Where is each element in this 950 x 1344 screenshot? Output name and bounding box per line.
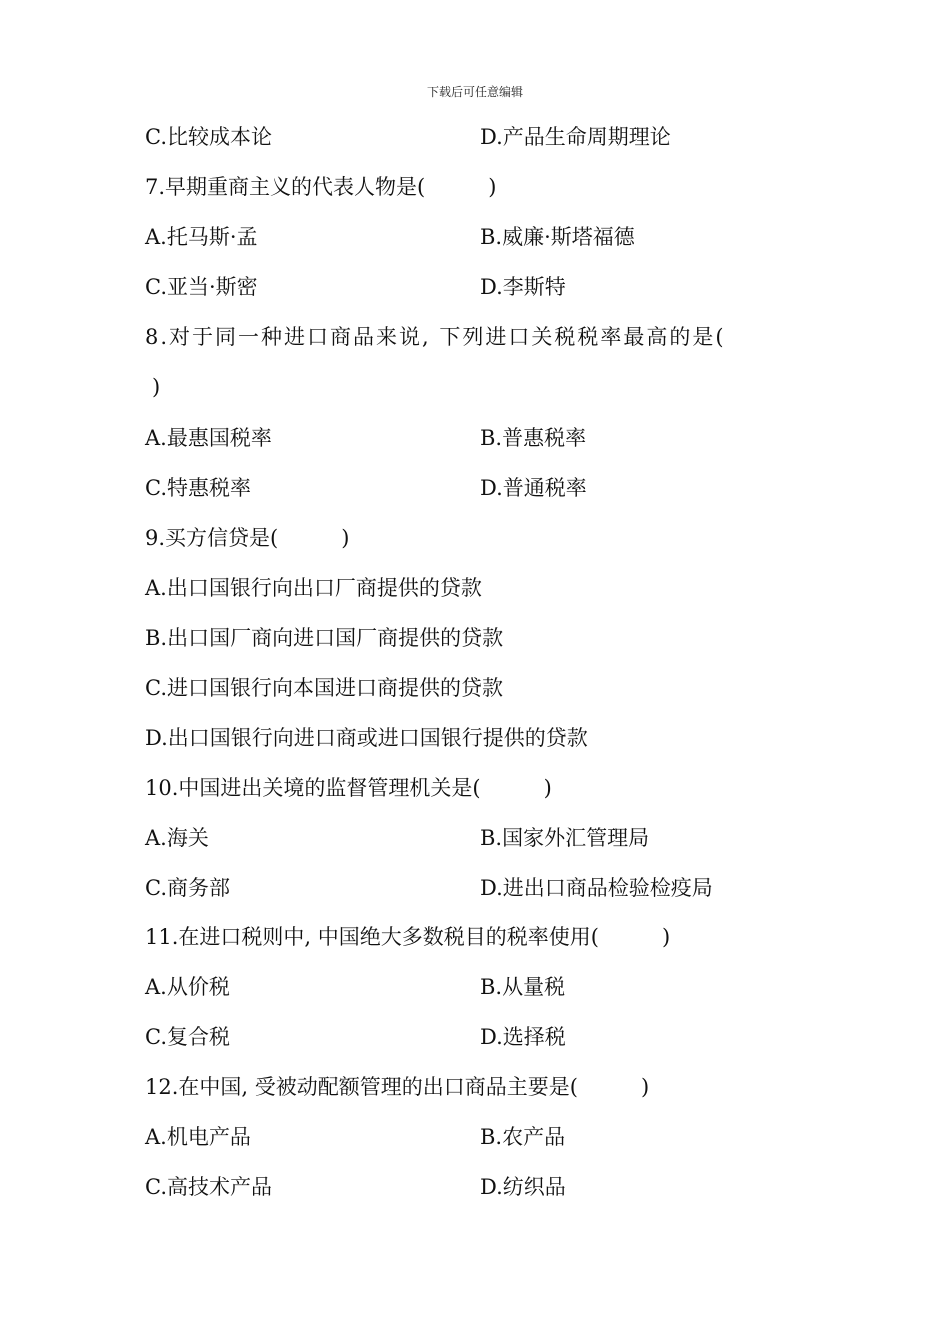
page-header: 下载后可任意编辑	[426, 85, 523, 99]
options-row-q7-cd	[145, 272, 805, 302]
option-q10-d: D.进出口商品检验检疫局	[480, 876, 713, 900]
option-q12-c: C.高技术产品	[145, 1175, 272, 1199]
option-q12-a: A.机电产品	[145, 1125, 251, 1149]
option-q7-d: D.李斯特	[480, 275, 566, 299]
options-row-q6-cd	[145, 122, 805, 152]
option-q10-a: A.海关	[145, 826, 209, 850]
option-q11-a: A.从价税	[145, 975, 230, 999]
question-10-stem: 10.中国进出关境的监督管理机关是( )	[145, 776, 552, 800]
option-q8-c: C.特惠税率	[145, 476, 251, 500]
question-12-stem: 12.在中国, 受被动配额管理的出口商品主要是( )	[145, 1075, 650, 1099]
options-row-q11-cd	[145, 1022, 805, 1052]
option-q10-c: C.商务部	[145, 876, 230, 900]
options-row-q10-ab	[145, 823, 805, 853]
option-q11-c: C.复合税	[145, 1025, 230, 1049]
options-row-q8-ab	[145, 423, 805, 453]
option-q11-d: D.选择税	[480, 1025, 566, 1049]
option-q9-d: D.出口国银行向进口商或进口国银行提供的贷款	[145, 726, 588, 750]
options-row-q10-cd	[145, 873, 805, 903]
option-q7-c: C.亚当·斯密	[145, 275, 258, 299]
question-8-stem-line2: )	[152, 375, 161, 399]
options-row-q7-ab	[145, 222, 805, 252]
options-row-q12-ab	[145, 1122, 805, 1152]
options-row-q11-ab	[145, 972, 805, 1002]
option-q8-d: D.普通税率	[480, 476, 587, 500]
option-q10-b: B.国家外汇管理局	[480, 826, 650, 850]
option-q12-b: B.农产品	[480, 1125, 566, 1149]
option-q9-c: C.进口国银行向本国进口商提供的贷款	[145, 676, 503, 700]
option-q9-b: B.出口国厂商向进口国厂商提供的贷款	[145, 626, 504, 650]
option-q6-c: C.比较成本论	[145, 125, 272, 149]
option-q6-d: D.产品生命周期理论	[480, 125, 671, 149]
option-q12-d: D.纺织品	[480, 1175, 566, 1199]
option-q11-b: B.从量税	[480, 975, 566, 999]
option-q7-a: A.托马斯·孟	[145, 225, 258, 249]
question-8-stem-line1: 8.对于同一种进口商品来说, 下列进口关税税率最高的是(	[145, 325, 726, 349]
option-q8-b: B.普惠税率	[480, 426, 587, 450]
options-row-q12-cd	[145, 1172, 805, 1202]
option-q7-b: B.威廉·斯塔福德	[480, 225, 635, 249]
question-11-stem: 11.在进口税则中, 中国绝大多数税目的税率使用( )	[145, 925, 671, 949]
option-q9-a: A.出口国银行向出口厂商提供的贷款	[145, 576, 482, 600]
question-9-stem: 9.买方信贷是( )	[145, 526, 350, 550]
options-row-q8-cd	[145, 473, 805, 503]
option-q8-a: A.最惠国税率	[145, 426, 272, 450]
question-7-stem: 7.早期重商主义的代表人物是( )	[145, 175, 497, 199]
